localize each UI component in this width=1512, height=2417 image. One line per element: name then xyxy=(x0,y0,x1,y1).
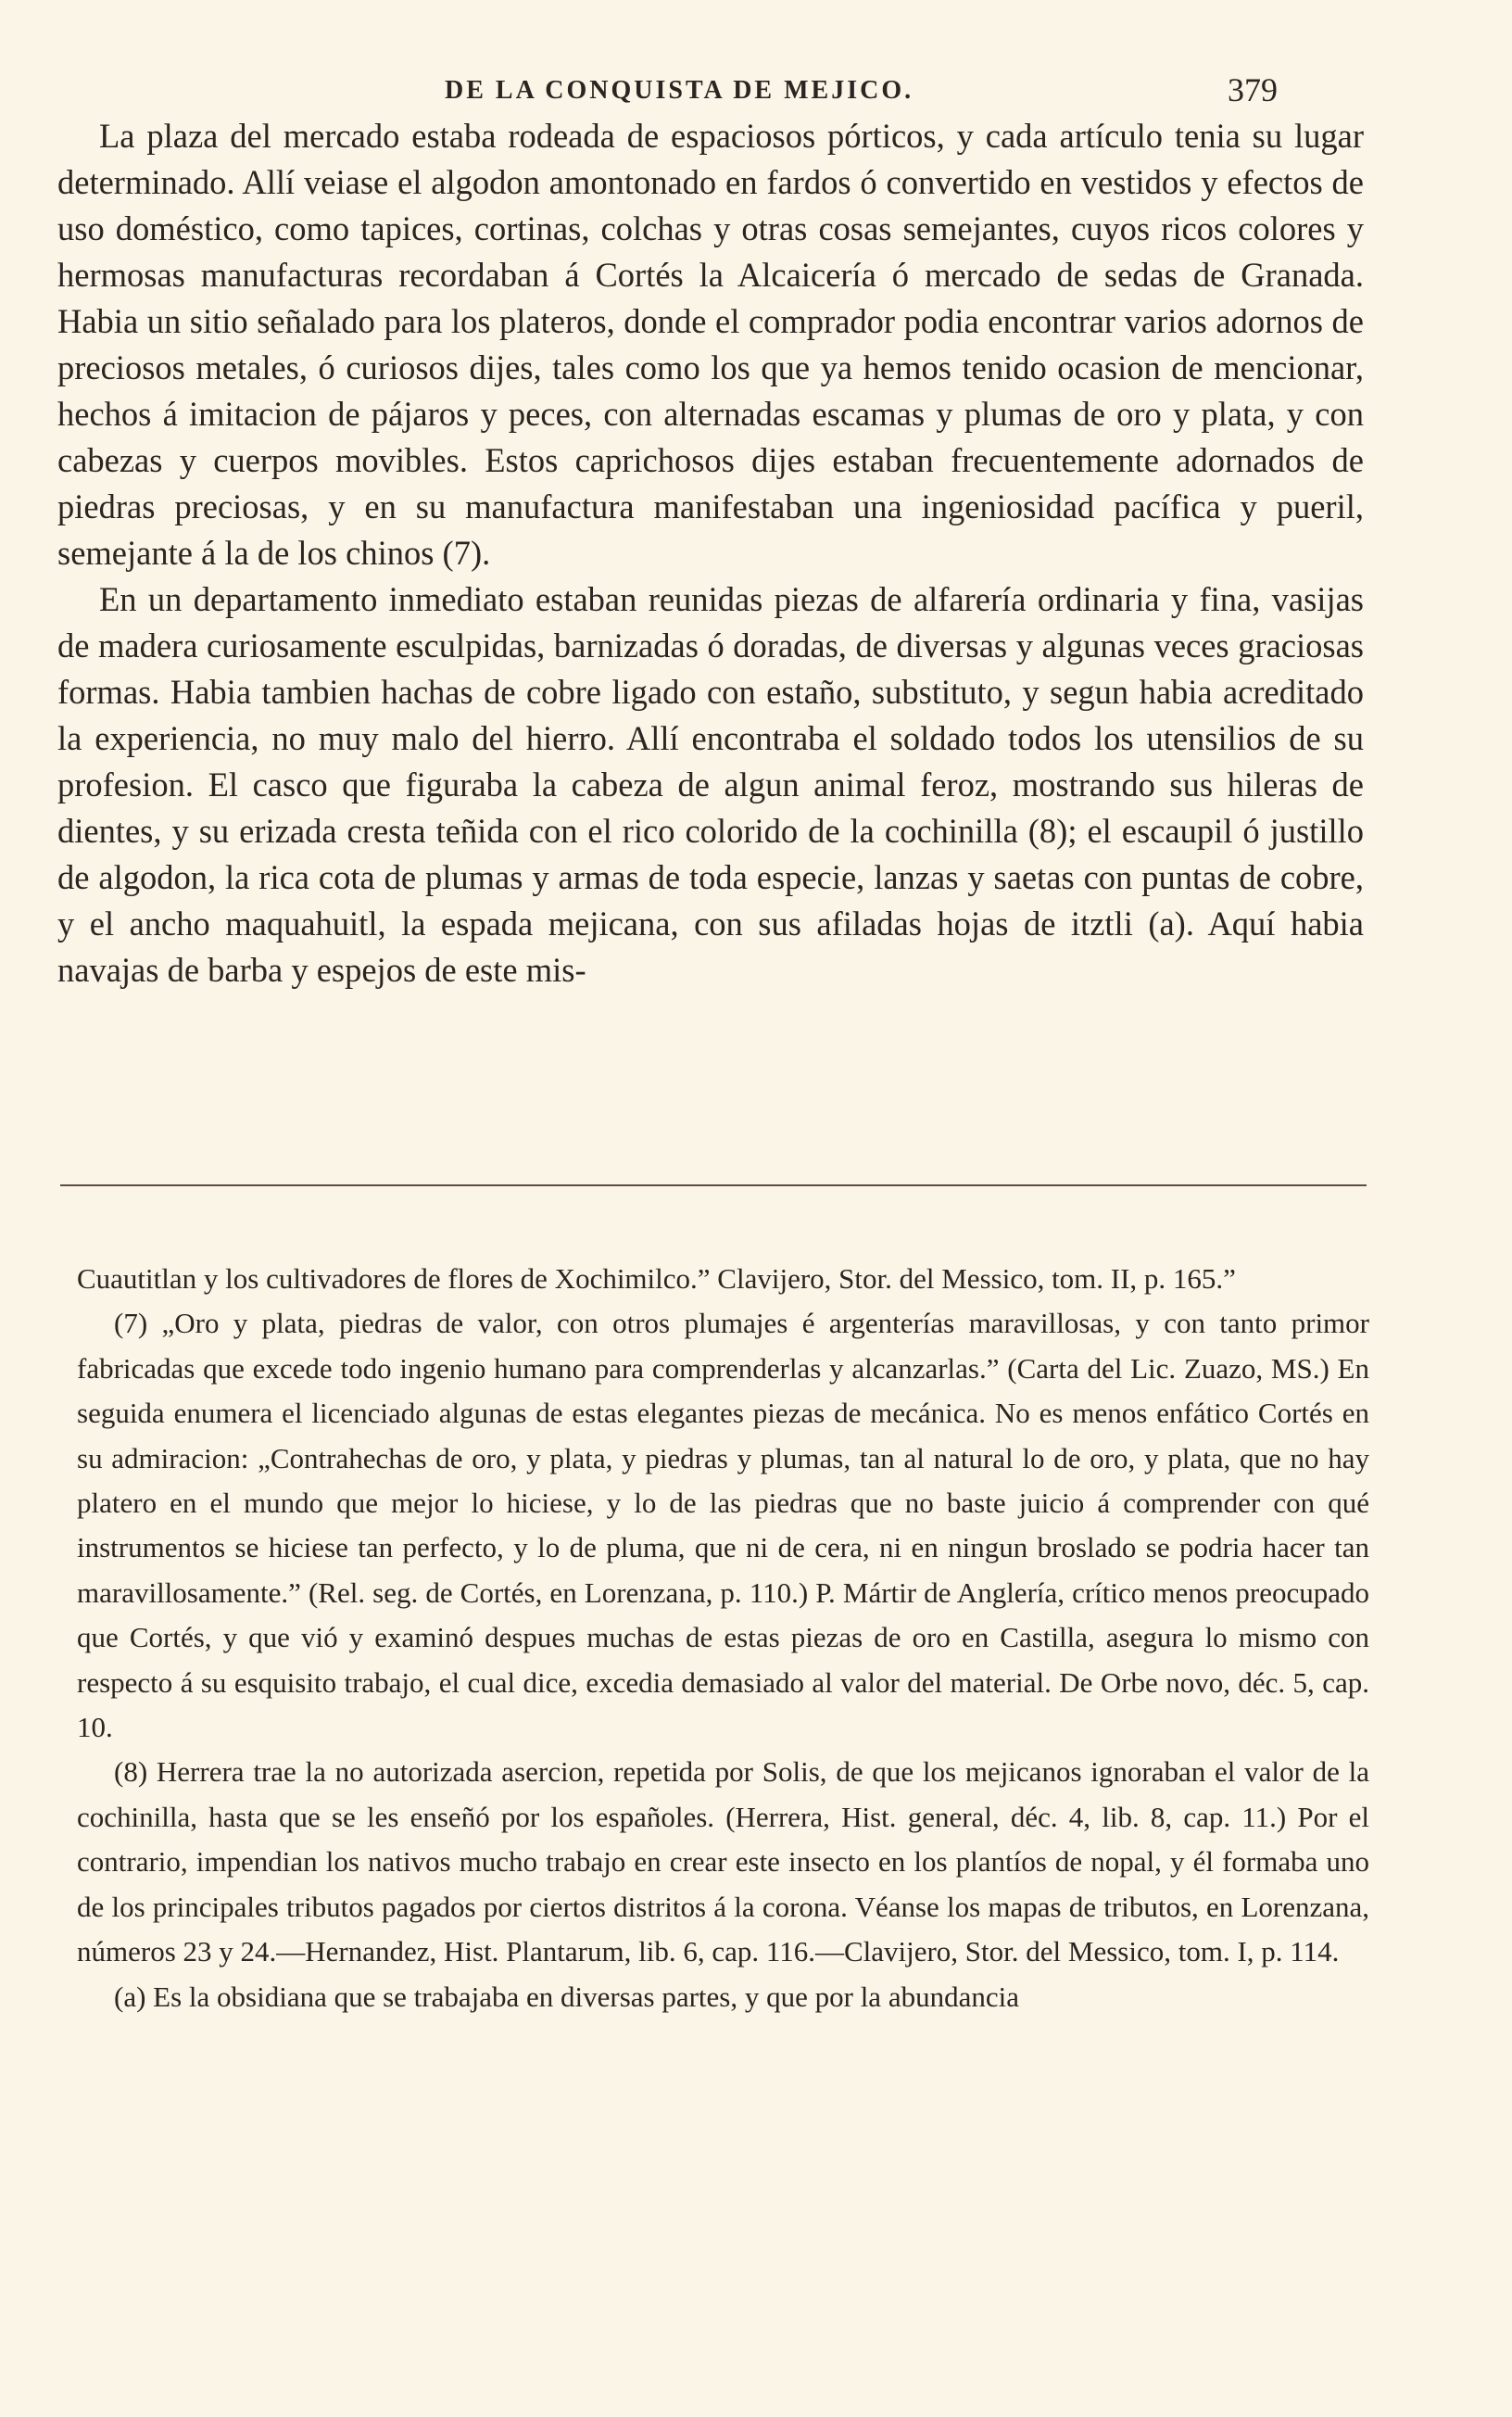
footnote-separator-rule xyxy=(60,1184,1367,1186)
footnote-continuation: Cuautitlan y los cultivadores de flores de Xochimilco.” Clavijero, Stor. del Messico, tom. II, p. 165.” xyxy=(77,1262,1236,1295)
footnotes xyxy=(77,1257,1369,2019)
body-paragraph-2: En un departamento inmediato estaban reunidas piezas de alfarería ordinaria y fina, vasijas de madera curiosamente esculpidas, barnizadas ó doradas, de diversas y algunas veces graciosas formas. Habia tambien hachas de cobre ligado con estaño, substituto, y segun habia acreditado la experiencia, no muy malo del hierro. Allí encontraba el soldado todos los utensilios de su profesion. El casco que figuraba la cabeza de algun animal feroz, mostrando sus hileras de dientes, y su erizada cresta teñida con el rico colorido de la cochinilla (8); el escaupil ó justillo de algodon, la rica cota de plumas y armas de toda especie, lanzas y saetas con puntas de cobre, y el ancho maquahuitl, la espada mejicana, con sus afiladas hojas de itztli (a). Aquí habia navajas de barba y espejos de este mis- xyxy=(57,580,1364,989)
running-title: DE LA CONQUISTA DE MEJICO. xyxy=(445,76,914,105)
footnote-a: (a) Es la obsidiana que se trabajaba en diversas partes, y que por la abundancia xyxy=(114,1980,1019,2013)
page-number: 379 xyxy=(1228,71,1278,108)
running-head xyxy=(0,70,1512,115)
body-paragraph-1: La plaza del mercado estaba rodeada de espaciosos pórticos, y cada artículo tenia su lugar determinado. Allí veiase el algodon amontonado en fardos ó convertido en vestidos y efectos de uso doméstico, como tapices, cortinas, colchas y otras cosas semejantes, cuyos ricos colores y hermosas manufacturas recordaban á Cortés la Alcaicería ó mercado de sedas de Granada. Habia un sitio señalado para los plateros, donde el comprador podia encontrar varios adornos de preciosos metales, ó curiosos dijes, tales como los que ya hemos tenido ocasion de mencionar, hechos á imitacion de pájaros y peces, con alternadas escamas y plumas de oro y plata, y con cabezas y cuerpos movibles. Estos caprichosos dijes estaban frecuentemente adornados de piedras preciosas, y en su manufactura manifestaban una ingeniosidad pacífica y pueril, semejante á la de los chinos (7). xyxy=(57,117,1364,572)
footnote-7: (7) „Oro y plata, piedras de valor, con otros plumajes é argenterías maravillosas, y con tanto primor fabricadas que excede todo ingenio humano para comprenderlas y alcanzarlas.” (Carta del Lic. Zuazo, MS.) En seguida enumera el licenciado algunas de estas elegantes piezas de mecánica. No es menos enfático Cortés en su admiracion: „Contrahechas de oro, y plata, y piedras y plumas, tan al natural lo de oro, y plata, que no hay platero en el mundo que mejor lo hiciese, y lo de las piedras que no baste juicio á comprender con qué instrumentos se hiciese tan perfecto, y lo de pluma, que ni de cera, ni en ningun broslado se podria hacer tan maravillosamente.” (Rel. seg. de Cortés, en Lorenzana, p. 110.) P. Mártir de Anglería, crítico menos preocupado que Cortés, y que vió y examinó despues muchas de estas piezas de oro en Castilla, asegura lo mismo con respecto á su esquisito trabajo, el cual dice, excedia demasiado al valor del material. De Orbe novo, déc. 5, cap. 10. xyxy=(77,1307,1369,1744)
main-text xyxy=(57,113,1364,993)
footnote-8: (8) Herrera trae la no autorizada asercion, repetida por Solis, de que los mejicanos ignoraban el valor de la cochinilla, hasta que se les enseñó por los españoles. (Herrera, Hist. general, déc. 4, lib. 8, cap. 11.) Por el contrario, impendian los nativos mucho trabajo en crear este insecto en los plantíos de nopal, y él formaba uno de los principales tributos pagados por ciertos distritos á la corona. Véanse los mapas de tributos, en Lorenzana, números 23 y 24.—Hernandez, Hist. Plantarum, lib. 6, cap. 116.—Clavijero, Stor. del Messico, tom. I, p. 114. xyxy=(77,1755,1369,1968)
